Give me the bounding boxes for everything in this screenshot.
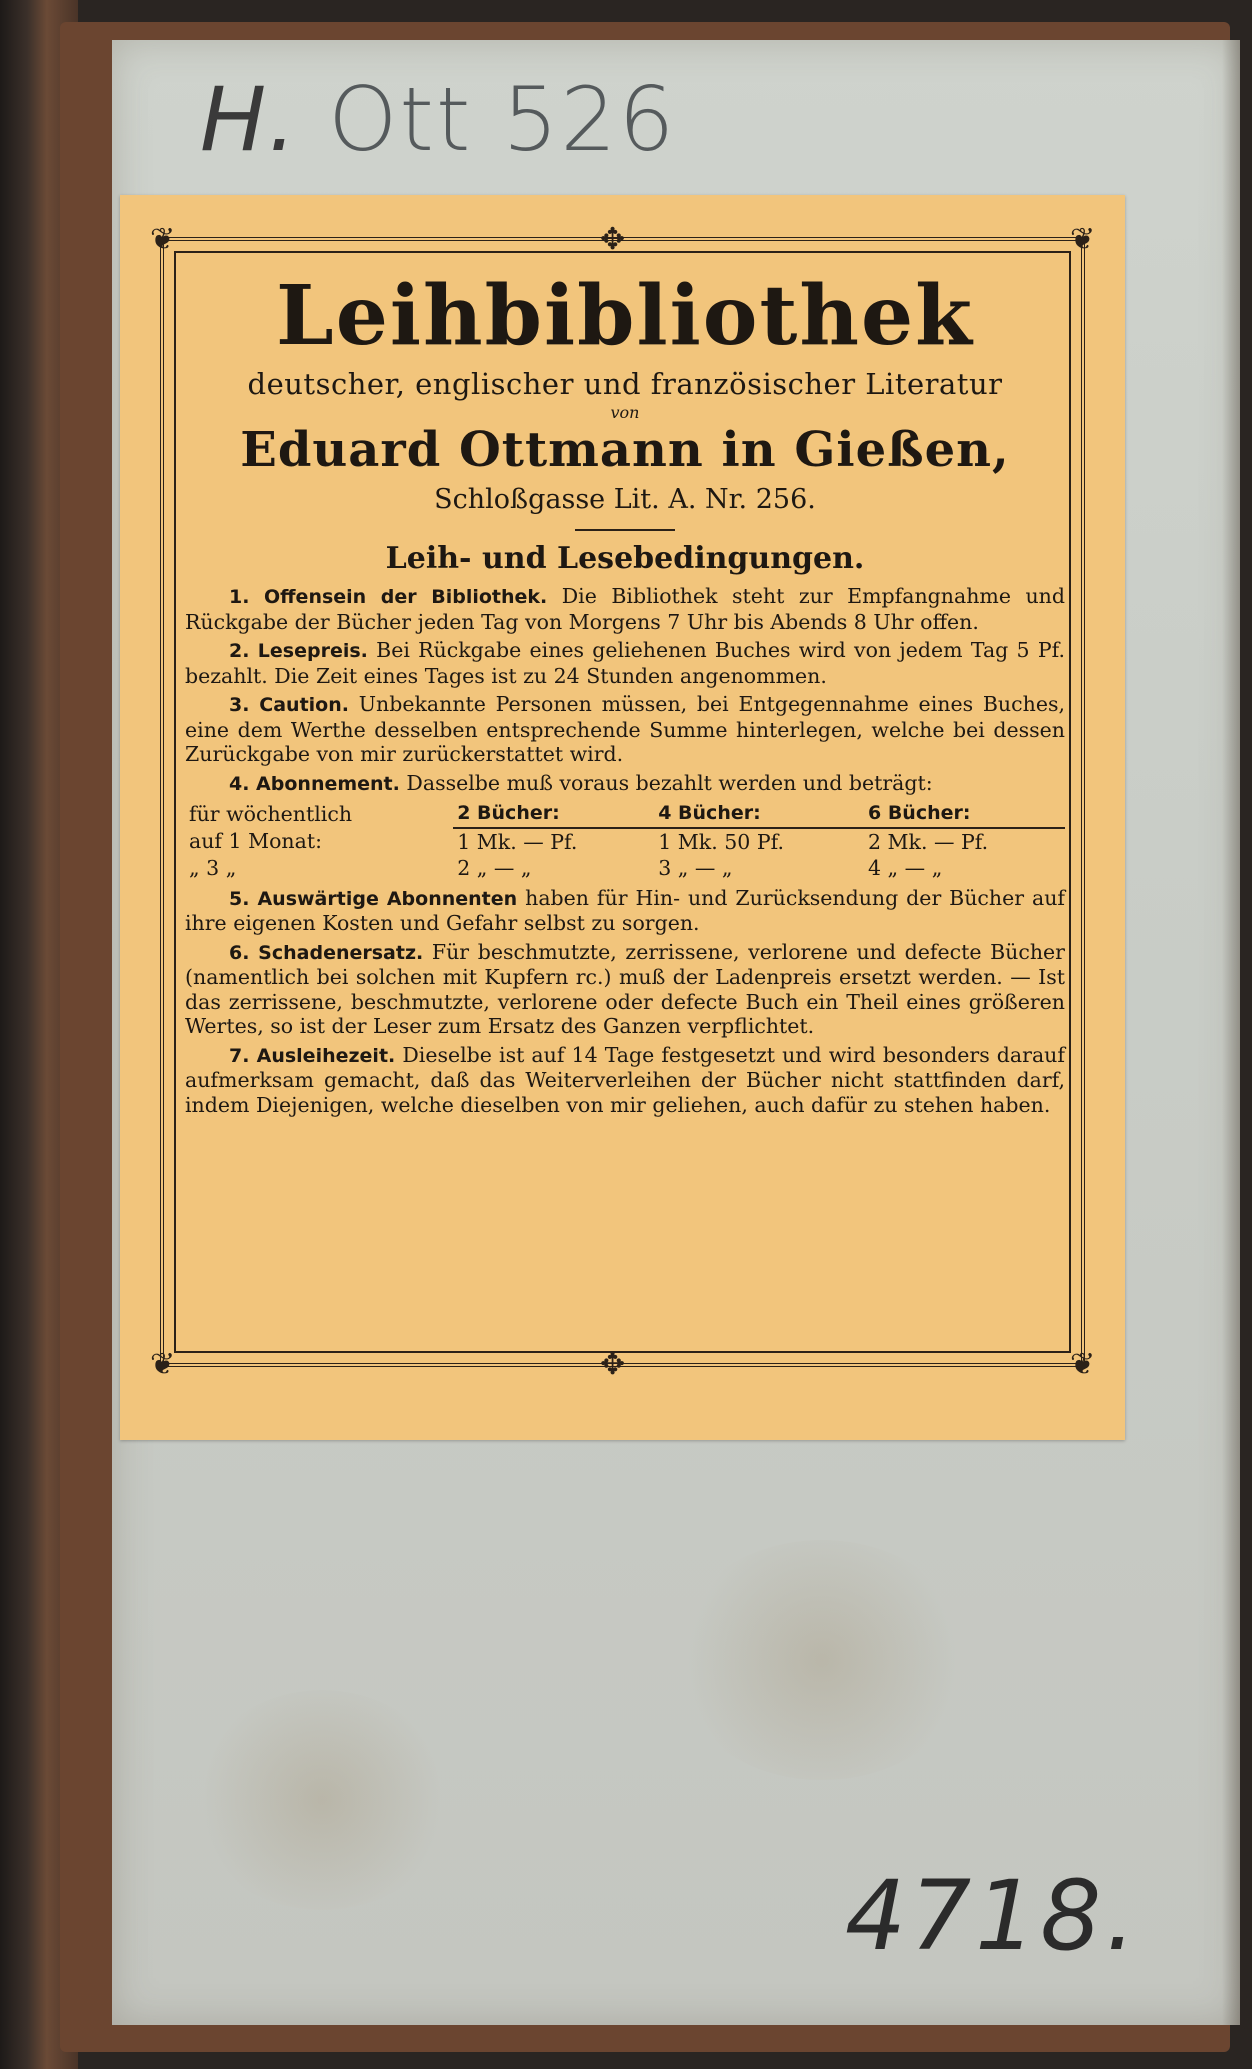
term-text: Bei Rückgabe eines geliehenen Buches wird von jedem Tag 5 Pf. bezahlt. Die Zeit eines Tages ist zu 24 Stunden angenommen. <box>185 638 1065 688</box>
fee-row <box>185 828 1065 856</box>
fee-cell: 2 Mk. — Pf. <box>867 829 989 854</box>
top-ornament-icon: ✥ <box>600 222 626 257</box>
shelfmark-prefix: H. <box>200 68 299 171</box>
corner-ornament-icon: ❦ <box>1070 1347 1096 1382</box>
term-heading: 4. Abonnement. <box>229 772 400 795</box>
term-item <box>185 638 1065 688</box>
terms-heading: Leih- und Lesebedingungen. <box>385 541 865 577</box>
fee-cell: 1 Mk. — Pf. <box>457 829 578 854</box>
fee-cell: 4 „ — „ <box>867 856 943 881</box>
term-item <box>185 940 1065 1039</box>
handwritten-accession-number: 4718. <box>845 1860 1140 1972</box>
label-von: von <box>610 403 640 423</box>
library-label <box>120 195 1125 1440</box>
term-heading: 1. Offensein der Bibliothek. <box>229 586 548 609</box>
handwritten-shelfmark <box>200 68 676 171</box>
term-item <box>185 1043 1065 1118</box>
fee-cell: „ 3 „ <box>189 856 237 881</box>
term-text: Dasselbe muß voraus bezahlt werden und beträgt: <box>406 770 933 795</box>
terms-list <box>185 584 1065 1117</box>
term-item <box>185 771 1065 797</box>
divider-rule <box>575 529 675 531</box>
term-heading: 7. Ausleihezeit. <box>229 1044 396 1067</box>
term-heading: 5. Auswärtige Abonnenten <box>229 887 518 910</box>
corner-ornament-icon: ❦ <box>1070 222 1096 257</box>
fee-header-cell: für wöchentlich <box>189 801 353 826</box>
fee-table <box>185 800 1065 882</box>
fee-cell: 1 Mk. 50 Pf. <box>658 829 784 854</box>
fee-row <box>185 855 1065 882</box>
bottom-ornament-icon: ✥ <box>600 1347 626 1382</box>
term-item <box>185 692 1065 767</box>
term-heading: 2. Lesepreis. <box>229 640 368 663</box>
term-text: haben für Hin- und Zurücksendung der Bücher auf ihre eigenen Kosten und Gefahr selbst zu sorgen. <box>185 885 1065 936</box>
term-heading: 3. Caution. <box>229 694 349 717</box>
corner-ornament-icon: ❦ <box>150 1347 176 1382</box>
label-subtitle: deutscher, englischer und französischer Literatur <box>247 367 1003 402</box>
fee-cell: 2 „ — „ <box>457 856 532 881</box>
fee-header-cell: 4 Bücher: <box>654 800 864 828</box>
paper-stain <box>672 1540 972 1780</box>
term-heading: 6. Schadenersatz. <box>229 941 424 964</box>
label-content <box>185 268 1065 1121</box>
shelfmark-number: Ott 526 <box>328 68 677 171</box>
fee-cell: 3 „ — „ <box>658 856 733 881</box>
fee-cell: auf 1 Monat: <box>189 828 322 853</box>
paper-stain <box>192 1690 452 1910</box>
term-item <box>185 886 1065 936</box>
fee-table-header <box>185 800 1065 828</box>
term-text: Dieselbe ist auf 14 Tage festgesetzt und wird besonders darauf aufmerksam gemacht, daß das Weiterverleihen der Bücher nicht stattfinden darf, indem Diejenigen, welche dieselben von mir geliehen, auch dafür zu stehen haben. <box>185 1042 1065 1117</box>
page-edge-shadow <box>1222 40 1240 2025</box>
term-item <box>185 584 1065 634</box>
label-owner: Eduard Ottmann in Gießen, <box>240 422 1010 479</box>
fee-header-cell: 2 Bücher: <box>453 800 654 828</box>
term-text: Für beschmutzte, zerrissene, verlorene und defecte Bücher (namentlich bei solchen mit Kupfern rc.) muß der Ladenpreis ersetzt werden. — Ist das zerrissene, beschmutzte, verlorene oder defecte Buch ein Theil eines größeren Wertes, so ist der Leser zum Ersatz des Ganzen verpflichtet. <box>185 939 1065 1039</box>
corner-ornament-icon: ❦ <box>150 222 176 257</box>
label-address: Schloßgasse Lit. A. Nr. 256. <box>434 484 816 516</box>
label-title: Leihbibliothek <box>276 268 974 364</box>
term-text: Die Bibliothek steht zur Empfangnahme und Rückgabe der Bücher jeden Tag von Morgens 7 Uhr bis Abends 8 Uhr offen. <box>185 584 1065 634</box>
fee-header-cell: 6 Bücher: <box>864 800 1065 828</box>
term-text: Unbekannte Personen müssen, bei Entgegennahme eines Buches, eine dem Werthe desselben entsprechende Summe hinterlegen, welche bei dessen Zurückgabe von mir zurückerstattet wird. <box>185 692 1065 767</box>
